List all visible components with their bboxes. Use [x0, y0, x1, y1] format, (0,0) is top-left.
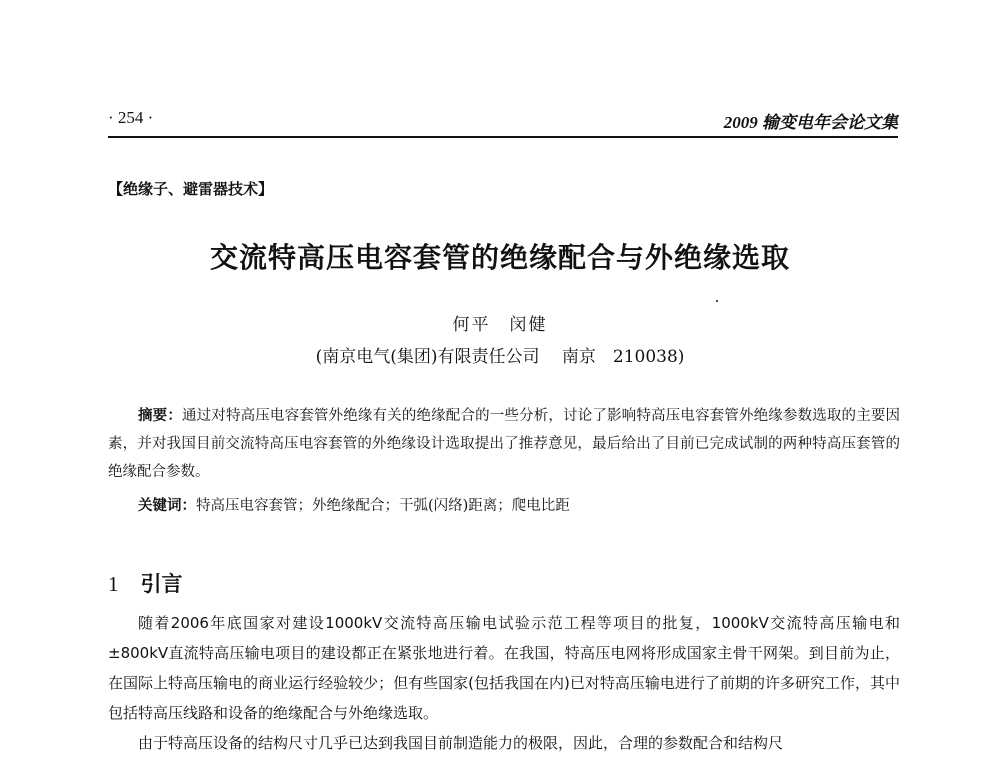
section-title: 引言 — [140, 572, 183, 596]
body-text — [108, 608, 900, 758]
keywords-label: 关键词： — [138, 498, 196, 514]
section-heading — [108, 568, 183, 598]
page-header — [108, 106, 898, 138]
abstract-text: 通过对特高压电容套管外绝缘有关的绝缘配合的一些分析，讨论了影响特高压电容套管外绝缘参数选取的主要因素，并对我国目前交流特高压电容套管的外绝缘设计选取提出了推荐意见，最后给出了目前已完成试制的两种特高压套管的绝缘配合参数。 — [108, 408, 901, 480]
author-affiliation: (南京电气(集团)有限责任公司 南京 210038) — [315, 347, 685, 367]
journal-title: 2009 输变电年会论文集 — [723, 113, 898, 132]
abstract — [108, 402, 900, 486]
scan-speck — [716, 300, 718, 302]
keywords — [138, 494, 570, 515]
paper-title: 交流特高压电容套管的绝缘配合与外绝缘选取 — [209, 241, 790, 274]
section-category-label: 【绝缘子、避雷器技术】 — [108, 180, 274, 198]
section-number: 1 — [108, 572, 119, 596]
body-paragraph: 随着2006年底国家对建设1000kV交流特高压输电试验示范工程等项目的批复，1000kV交流特高压输电和±800kV直流特高压输电项目的建设都正在紧张地进行着。在我国，特高压电网将形成国家主骨干网架。到目前为止，在国际上特高压输电的商业运行经验较少；但有些国家(包括我国在内)已对特高压输电进行了前期的许多研究工作，其中包括特高压线路和设备的绝缘配合与外绝缘选取。 — [108, 614, 900, 722]
abstract-label: 摘要： — [138, 408, 182, 424]
body-paragraph: 由于特高压设备的结构尺寸几乎已达到我国目前制造能力的极限，因此，合理的参数配合和结构尺 — [138, 734, 784, 752]
keywords-text: 特高压电容套管；外绝缘配合；干弧(闪络)距离；爬电比距 — [196, 498, 570, 514]
paper-authors: 何平 闵健 — [452, 315, 548, 335]
page-number: · 254 · — [108, 108, 154, 127]
